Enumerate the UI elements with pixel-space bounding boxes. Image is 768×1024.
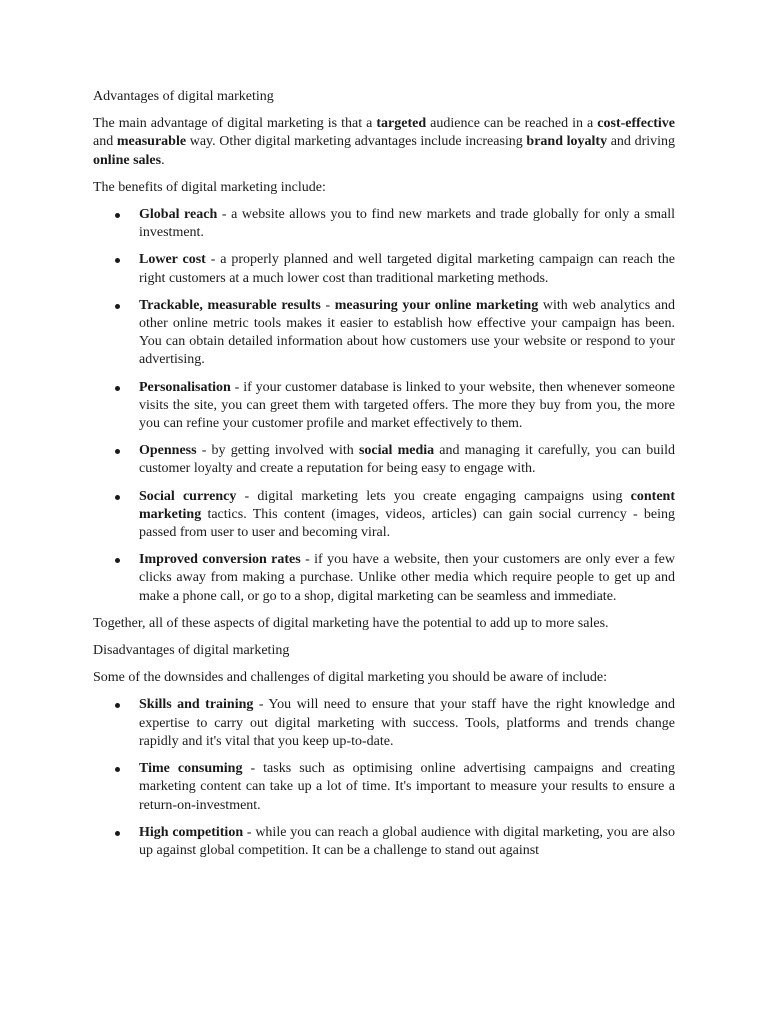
- list-item-conversion-rates: Improved conversion rates - if you have a website, then your customers are only ever a few clicks away from making a purchase. Unlike other media which require people to get up and make a phone call, or go to a shop, digital marketing can be seamless and immediate.: [93, 551, 675, 606]
- document-body: [93, 88, 675, 869]
- bullet-icon: [115, 304, 120, 309]
- list-item-trackable-results: Trackable, measurable results - measuring your online marketing with web analytics and other online metric tools makes it easier to establish how effective your campaign has been. You can obtain detailed information about how customers use your website or respond to your advertising.: [93, 297, 675, 370]
- bullet-icon: [115, 703, 120, 708]
- bullet-icon: [115, 831, 120, 836]
- bullet-icon: [115, 495, 120, 500]
- intro-paragraph: The main advantage of digital marketing is that a targeted audience can be reached in a cost-effective and measurable way. Other digital marketing advantages include increasing brand loyalty and driving online sales.: [93, 116, 676, 168]
- downsides-list: [93, 696, 675, 860]
- bullet-icon: [115, 258, 120, 263]
- bullet-icon: [115, 767, 120, 772]
- bullet-icon: [115, 558, 120, 563]
- list-item-skills-training: Skills and training - You will need to ensure that your staff have the right knowledge and expertise to carry out digital marketing with success. Tools, platforms and trends change rapidly and it's vital that you keep up-to-date.: [93, 696, 675, 751]
- heading-disadvantages: Disadvantages of digital marketing: [93, 643, 290, 659]
- list-item-openness: Openness - by getting involved with social media and managing it carefully, you can build customer loyalty and create a reputation for being easy to engage with.: [93, 442, 675, 478]
- list-item-global-reach: Global reach - a website allows you to find new markets and trade globally for only a small investment.: [93, 206, 675, 242]
- bullet-icon: [115, 449, 120, 454]
- heading-advantages: Advantages of digital marketing: [93, 89, 274, 104]
- bullet-icon: [115, 386, 120, 391]
- downsides-intro: Some of the downsides and challenges of digital marketing you should be aware of include:: [93, 670, 607, 686]
- list-item-time-consuming: Time consuming - tasks such as optimising online advertising campaigns and creating marketing content can take up a lot of time. It's important to measure your results to ensure a return-on-investment.: [93, 760, 675, 815]
- together-paragraph: Together, all of these aspects of digital marketing have the potential to add up to more sales.: [93, 615, 609, 631]
- list-item-lower-cost: Lower cost - a properly planned and well targeted digital marketing campaign can reach the right customers at a much lower cost than traditional marketing methods.: [93, 251, 675, 287]
- list-item-high-competition: High competition - while you can reach a global audience with digital marketing, you are also up against global competition. It can be a challenge to stand out against: [93, 824, 675, 860]
- list-item-social-currency: Social currency - digital marketing lets you create engaging campaigns using content marketing tactics. This content (images, videos, articles) can gain social currency - being passed from user to user and becoming viral.: [93, 488, 675, 543]
- benefits-list: [93, 206, 675, 606]
- benefits-intro: The benefits of digital marketing include:: [93, 179, 326, 195]
- list-item-personalisation: Personalisation - if your customer database is linked to your website, then whenever someone visits the site, you can greet them with targeted offers. The more they buy from you, the more you can refine your customer profile and market effectively to them.: [93, 379, 675, 434]
- bullet-icon: [115, 213, 120, 218]
